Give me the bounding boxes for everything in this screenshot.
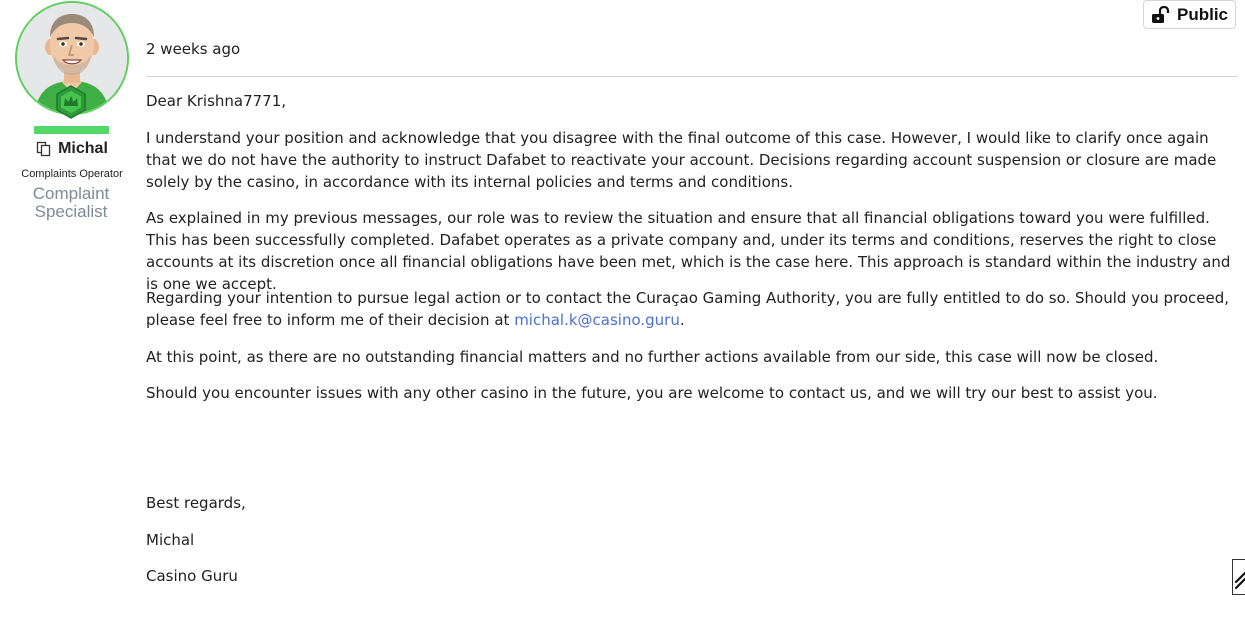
collapse-handle[interactable] (1232, 559, 1245, 595)
contact-email-link[interactable]: michal.k@casino.guru (514, 311, 680, 329)
message-greeting: Dear Krishna7771, (146, 92, 287, 110)
signature-company: Casino Guru (146, 567, 238, 585)
message-paragraph-legal (146, 287, 1238, 331)
unlock-icon (1151, 6, 1171, 24)
author-title: Complaint Specialist (32, 184, 110, 221)
rank-crown-badge-icon (54, 85, 88, 119)
legal-paragraph-suffix: . (679, 311, 685, 329)
legal-paragraph-text: Regarding your intention to pursue legal action or to contact the Curaçao Gaming Authority, you are fully entitled to do so. Should you proceed, please feel free to inform me of their decision at (146, 289, 1230, 329)
author-name[interactable]: Michal (58, 140, 108, 157)
author-name-row (12, 140, 132, 158)
message-closing: Best regards, (146, 494, 246, 512)
double-chevron-icon (1233, 560, 1245, 595)
visibility-button[interactable] (1143, 0, 1236, 29)
rank-progress-bar (34, 126, 109, 134)
message-paragraph: As explained in my previous messages, our role was to review the situation and ensure that all financial obligations toward you were fulfilled. This has been successfully completed. Dafabet operates as a private company and, under its terms and conditions, reserves the right to close accounts at its discretion once all financial obligations have been met, which is the case here. This approach is standard within the industry and is one we accept. (146, 209, 1231, 293)
visibility-label: Public (1176, 4, 1228, 24)
message-paragraph: At this point, as there are no outstanding financial matters and no further actions available from our side, this case will now be closed. (146, 348, 1159, 366)
message-paragraph: I understand your position and acknowledge that you disagree with the final outcome of this case. However, I would like to clarify once again that we do not have the authority to instruct Dafabet to reactivate your account. Decisions regarding account suspension or closure are made solely by the casino, in accordance with its internal policies and terms and conditions. (146, 129, 1217, 191)
author-role: Complaints Operator (21, 168, 123, 180)
header-divider (146, 76, 1238, 77)
copy-icon[interactable] (36, 141, 52, 157)
post-timestamp: 2 weeks ago (146, 40, 241, 58)
message-paragraph: Should you encounter issues with any other casino in the future, you are welcome to contact us, and we will try our best to assist you. (146, 384, 1158, 402)
signature-name: Michal (146, 531, 195, 549)
